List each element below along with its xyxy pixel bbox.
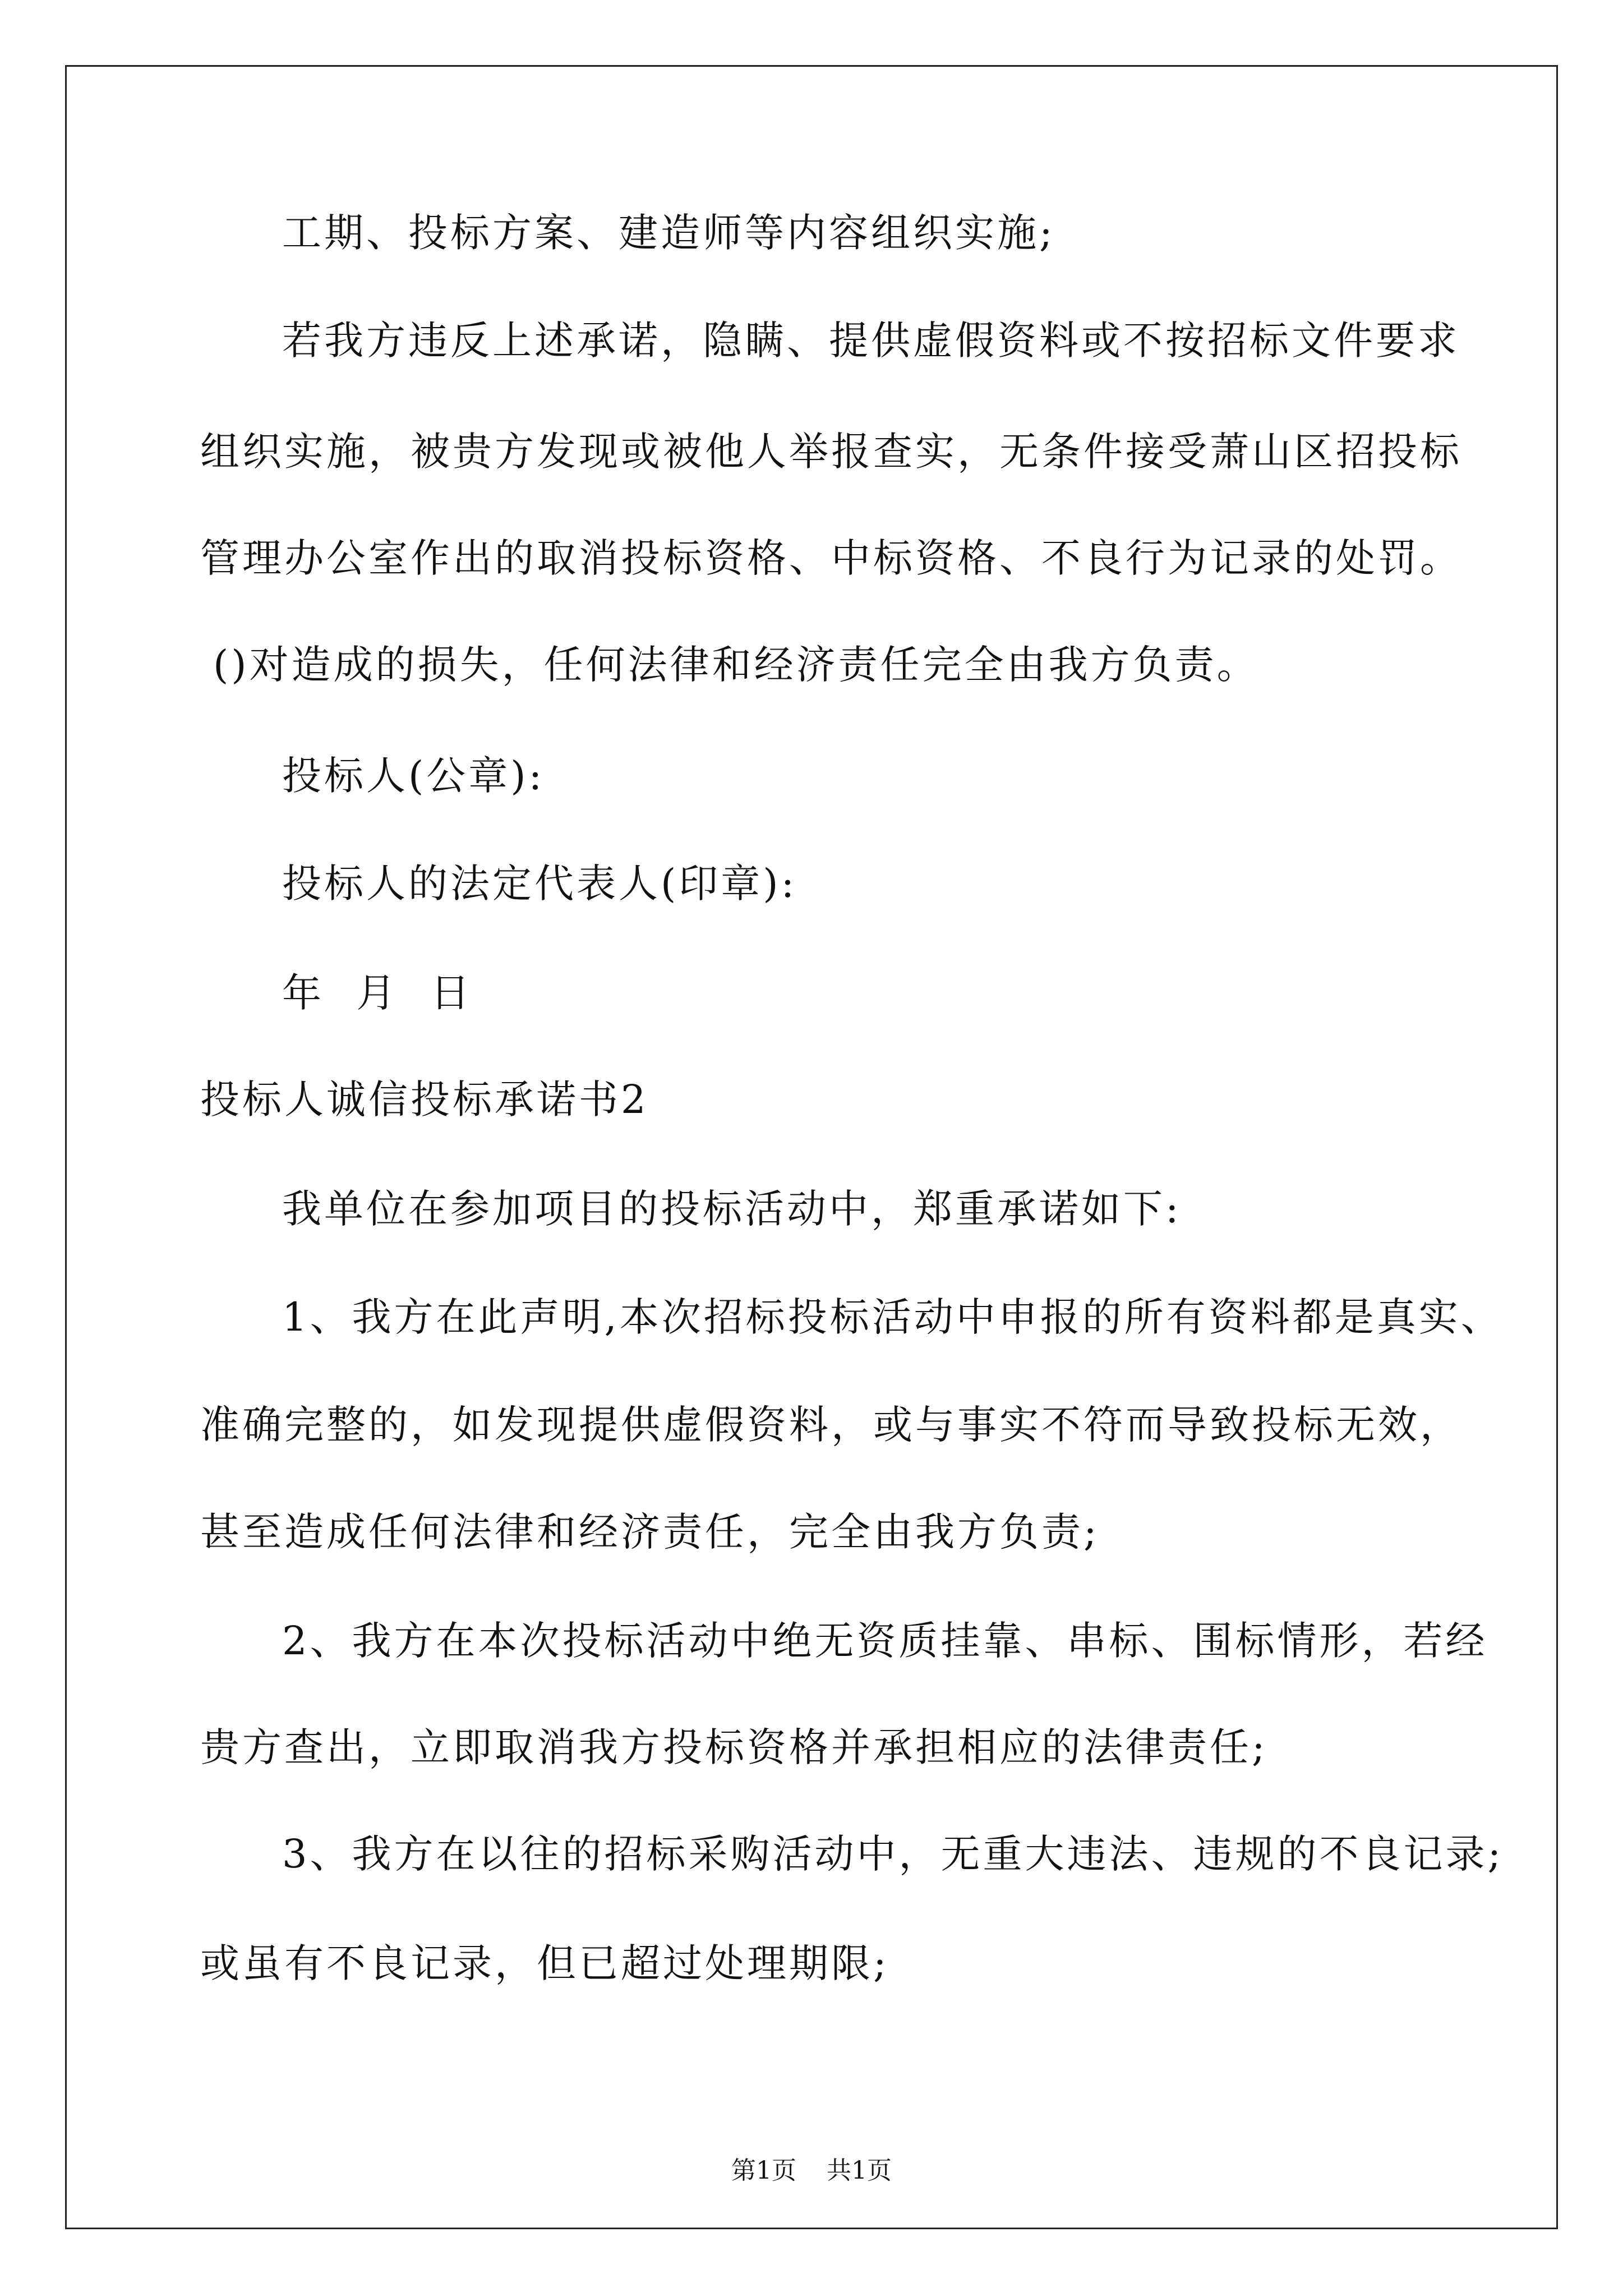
body-line-4: 管理办公室作出的取消投标资格、中标资格、不良行为记录的处罚。 <box>200 535 1462 581</box>
body-line-8: 准确完整的，如发现提供虚假资料，或与事实不符而导致投标无效， <box>200 1402 1462 1448</box>
body-line-2: 若我方违反上述承诺，隐瞒、提供虚假资料或不按招标文件要求 <box>282 318 1460 364</box>
body-line-7: 1、我方在此声明,本次招标投标活动中申报的所有资料都是真实、 <box>282 1294 1503 1340</box>
body-line-10: 2、我方在本次投标活动中绝无资质挂靠、串标、围标情形，若经 <box>282 1618 1488 1664</box>
page-total-label: 共1页 <box>827 2156 892 2185</box>
body-line-11: 贵方查出，立即取消我方投标资格并承担相应的法律责任; <box>200 1724 1268 1770</box>
body-line-1: 工期、投标方案、建造师等内容组织实施; <box>282 210 1055 256</box>
page-number-label: 第1页 <box>731 2156 796 2185</box>
body-line-3: 组织实施，被贵方发现或被他人举报查实，无条件接受萧山区招投标 <box>200 429 1462 475</box>
page-footer <box>0 2154 1623 2188</box>
body-line-9: 甚至造成任何法律和经济责任，完全由我方负责; <box>200 1509 1100 1555</box>
date-line: 年 月 日 <box>282 970 473 1016</box>
signature-representative-label: 投标人的法定代表人(印章): <box>282 861 797 907</box>
page-border <box>65 65 1558 2229</box>
body-line-13: 或虽有不良记录，但已超过处理期限; <box>200 1940 889 1986</box>
signature-bidder-label: 投标人(公章): <box>282 753 545 799</box>
body-line-6: 我单位在参加项目的投标活动中，郑重承诺如下: <box>282 1186 1182 1232</box>
section-heading: 投标人诚信投标承诺书2 <box>200 1076 649 1122</box>
body-line-5: ()对造成的损失，任何法律和经济责任完全由我方负责。 <box>213 642 1259 688</box>
body-line-12: 3、我方在以往的招标采购活动中，无重大违法、违规的不良记录; <box>282 1831 1504 1877</box>
